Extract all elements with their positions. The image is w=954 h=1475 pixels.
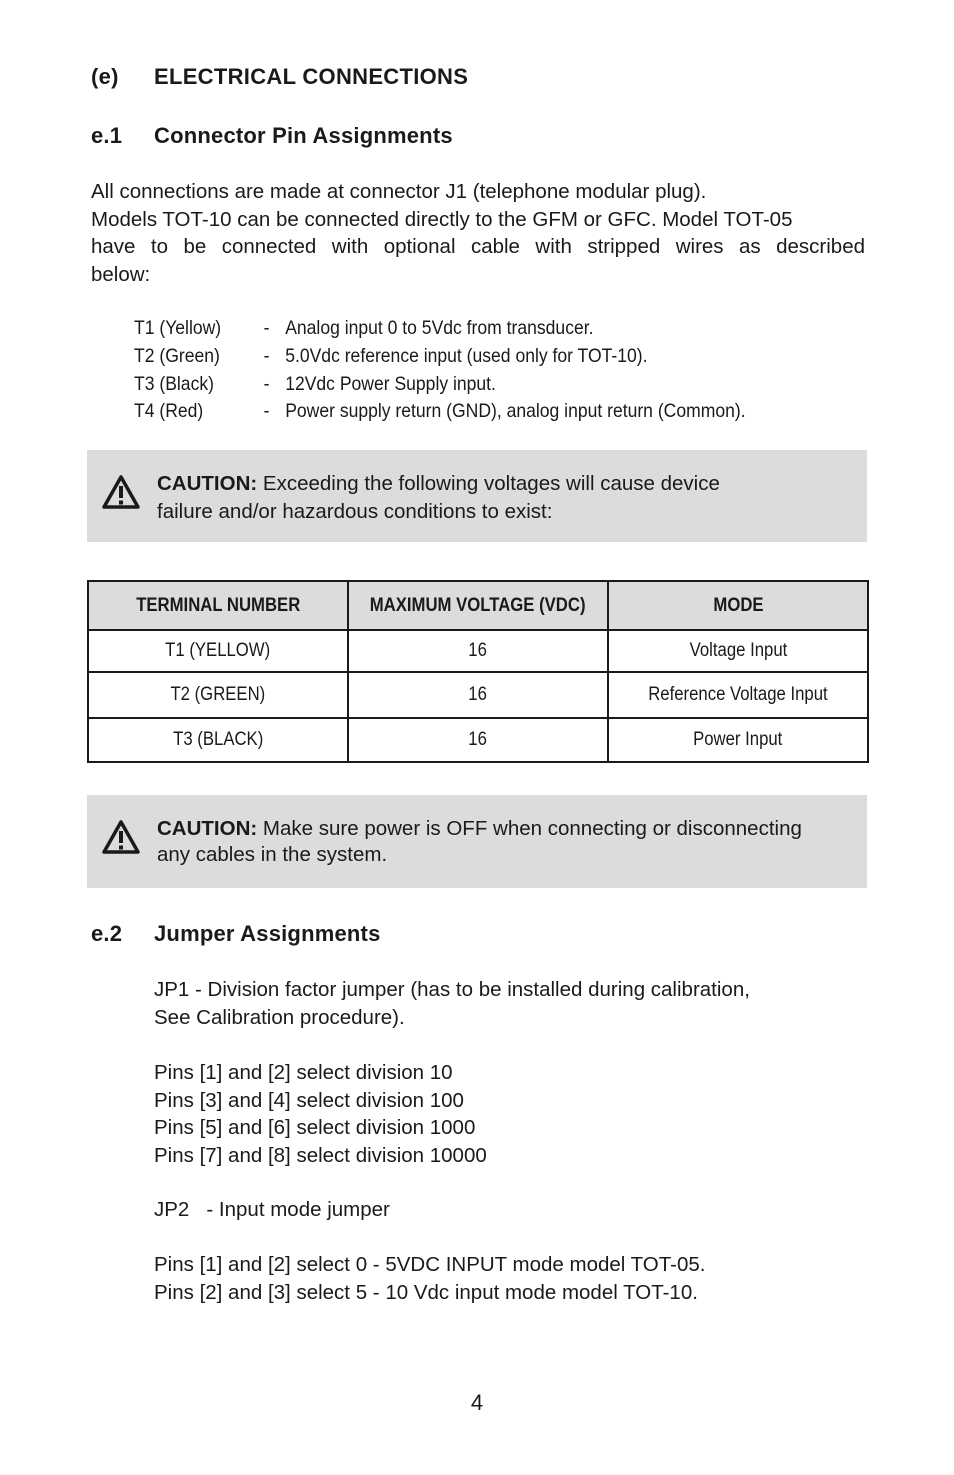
caution-text (157, 470, 720, 526)
intro-paragraph (91, 178, 865, 288)
table-cell: T1 (YELLOW) (88, 630, 348, 672)
intro-line: have to be connected with optional cable with stripped wires as described (91, 235, 865, 258)
jp1-line: JP1 - Division factor jumper (has to be installed during calibration, (154, 978, 750, 1001)
table-cell: 16 (348, 630, 608, 672)
wire-dash: - (263, 317, 270, 339)
wire-dash: - (263, 400, 270, 423)
table-header-cell: MAXIMUM VOLTAGE (VDC) (348, 581, 608, 630)
table-header-cell: TERMINAL NUMBER (88, 581, 348, 630)
caution-label: CAUTION: (157, 817, 258, 840)
subsection-title: Jumper Assignments (154, 921, 381, 946)
wire-item (134, 343, 746, 371)
caution-line: any cables in the system. (157, 843, 388, 866)
table-cell: Voltage Input (608, 630, 868, 672)
jp1-description (154, 976, 750, 1031)
caution-line: failure and/or hazardous conditions to exist: (157, 500, 553, 523)
table-cell: 16 (348, 672, 608, 718)
subsection-heading-e2 (91, 921, 381, 947)
section-heading (91, 64, 468, 90)
wire-dash: - (263, 372, 270, 395)
jp1-pin-list (154, 1059, 487, 1169)
intro-line: All connections are made at connector J1 (telephone modular plug). (91, 180, 707, 203)
list-item: Pins [1] and [2] select division 10 (154, 1061, 453, 1084)
wire-item (134, 315, 746, 343)
wire-item (134, 398, 746, 426)
subsection-number: e.2 (91, 921, 123, 946)
subsection-title: Connector Pin Assignments (154, 123, 453, 148)
intro-line: below: (91, 262, 151, 286)
caution-line: Make sure power is OFF when connecting or disconnecting (262, 817, 802, 840)
caution-box-voltage (87, 450, 867, 542)
subsection-number: e.1 (91, 123, 123, 148)
table-cell: 16 (348, 718, 608, 762)
section-title: ELECTRICAL CONNECTIONS (154, 64, 469, 89)
caution-label: CAUTION: (157, 472, 258, 495)
jp2-description: JP2 - Input mode jumper (154, 1198, 390, 1221)
list-item: Pins [5] and [6] select division 1000 (154, 1116, 476, 1139)
intro-line: Models TOT-10 can be connected directly to the GFM or GFC. Model TOT-05 (91, 207, 793, 231)
wire-terminal: T3 (Black) (134, 372, 214, 395)
warning-triangle-icon (101, 819, 141, 855)
section-number: (e) (91, 64, 119, 89)
jp2-pin-list (154, 1251, 705, 1306)
jp1-line: See Calibration procedure). (154, 1005, 405, 1029)
table-row (88, 630, 868, 672)
wire-terminal: T1 (Yellow) (134, 317, 222, 339)
page-number: 4 (470, 1390, 484, 1415)
wire-desc: Power supply return (GND), analog input return (Common). (285, 400, 746, 423)
table-row (88, 718, 868, 762)
list-item: Pins [7] and [8] select division 10000 (154, 1143, 487, 1167)
table-cell: T2 (GREEN) (88, 672, 348, 718)
list-item: Pins [2] and [3] select 5 - 10 Vdc input mode model TOT-10. (154, 1280, 698, 1304)
list-item: Pins [3] and [4] select division 100 (154, 1088, 464, 1112)
caution-box-power (87, 795, 867, 888)
table-cell: T3 (BLACK) (88, 718, 348, 762)
table-row (88, 672, 868, 718)
list-item: Pins [1] and [2] select 0 - 5VDC INPUT mode model TOT-05. (154, 1253, 706, 1276)
wire-dash: - (263, 344, 270, 367)
table-header-row (88, 581, 868, 630)
subsection-heading-e1 (91, 123, 453, 149)
warning-triangle-icon (101, 474, 141, 510)
max-voltage-table (87, 580, 869, 763)
wire-desc: 12Vdc Power Supply input. (285, 372, 496, 395)
wire-list (134, 315, 746, 426)
wire-terminal: T2 (Green) (134, 344, 220, 367)
table-header-cell: MODE (608, 581, 868, 630)
table-cell: Reference Voltage Input (608, 672, 868, 718)
table-cell: Power Input (608, 718, 868, 762)
wire-desc: Analog input 0 to 5Vdc from transducer. (285, 317, 594, 339)
wire-item (134, 371, 746, 399)
caution-line: Exceeding the following voltages will cause device (262, 472, 720, 495)
caution-text (157, 816, 802, 868)
wire-desc: 5.0Vdc reference input (used only for TOT-10). (285, 344, 648, 367)
wire-terminal: T4 (Red) (134, 400, 204, 423)
